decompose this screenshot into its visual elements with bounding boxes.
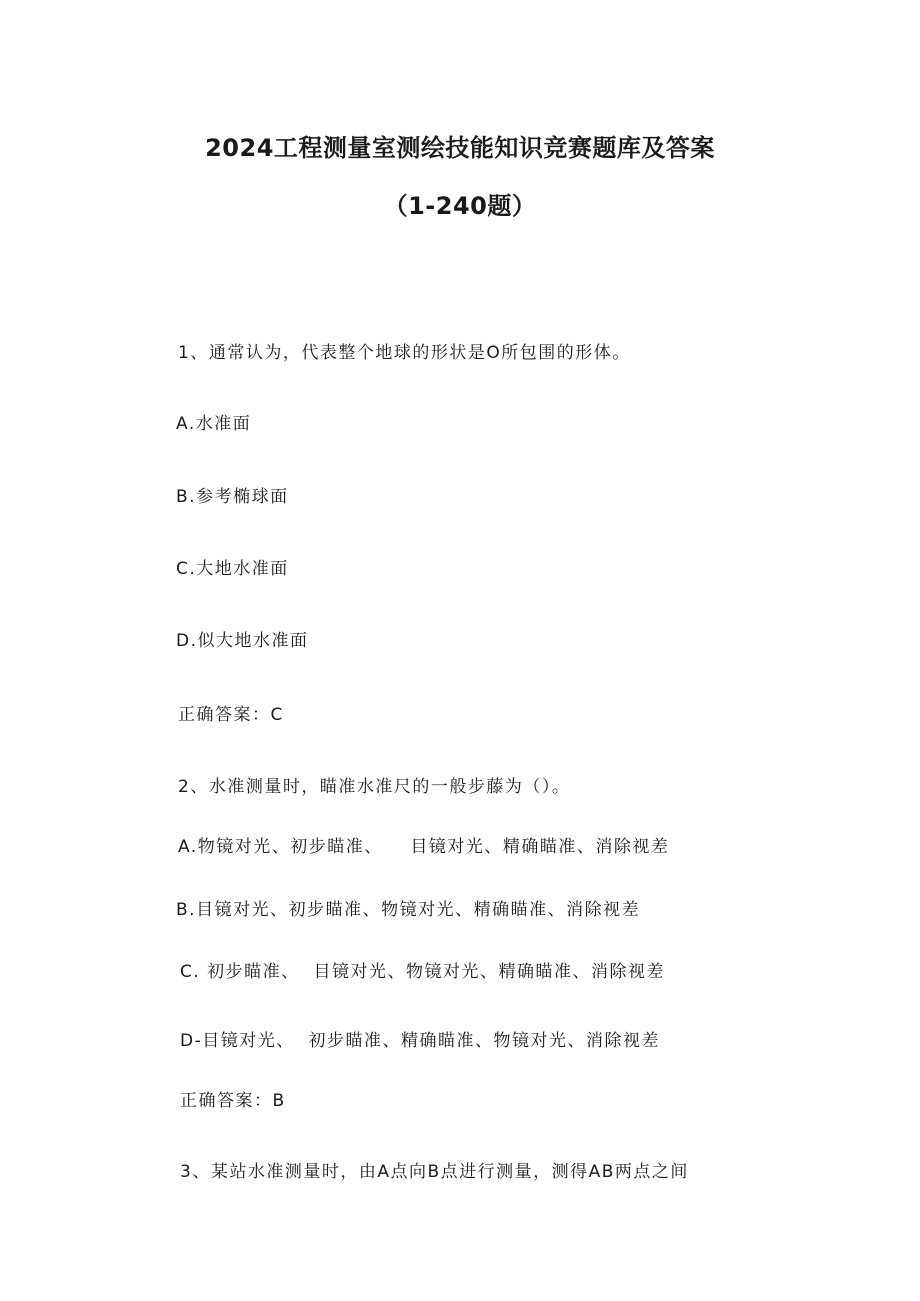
document-title: 2024工程测量室测绘技能知识竞赛题库及答案 [205, 134, 715, 162]
question-2-option-a: A.物镜对光、初步瞄准、 目镜对光、精确瞄准、消除视差 [178, 837, 670, 857]
question-2-option-c: C. 初步瞄准、 目镜对光、物镜对光、精确瞄准、消除视差 [180, 962, 665, 982]
question-1-option-b: B.参考椭球面 [176, 487, 289, 507]
question-2-option-b: B.目镜对光、初步瞄准、物镜对光、精确瞄准、消除视差 [176, 900, 641, 920]
document-subtitle: （1-240题） [383, 192, 537, 220]
question-1-stem: 1、通常认为，代表整个地球的形状是O所包围的形体。 [178, 343, 631, 363]
question-1-answer: 正确答案：C [178, 705, 284, 725]
question-2-answer: 正确答案：B [180, 1091, 286, 1111]
question-1-option-c: C.大地水准面 [176, 559, 289, 579]
question-3-stem: 3、某站水准测量时，由A点向B点进行测量，测得AB两点之间 [180, 1162, 689, 1182]
question-2-option-d: D-目镜对光、 初步瞄准、精确瞄准、物镜对光、消除视差 [180, 1031, 661, 1051]
question-1-option-d: D.似大地水准面 [176, 631, 309, 651]
question-2-stem: 2、水准测量时，瞄准水准尺的一般步藤为（）。 [178, 777, 571, 797]
question-1-option-a: A.水准面 [176, 414, 252, 434]
